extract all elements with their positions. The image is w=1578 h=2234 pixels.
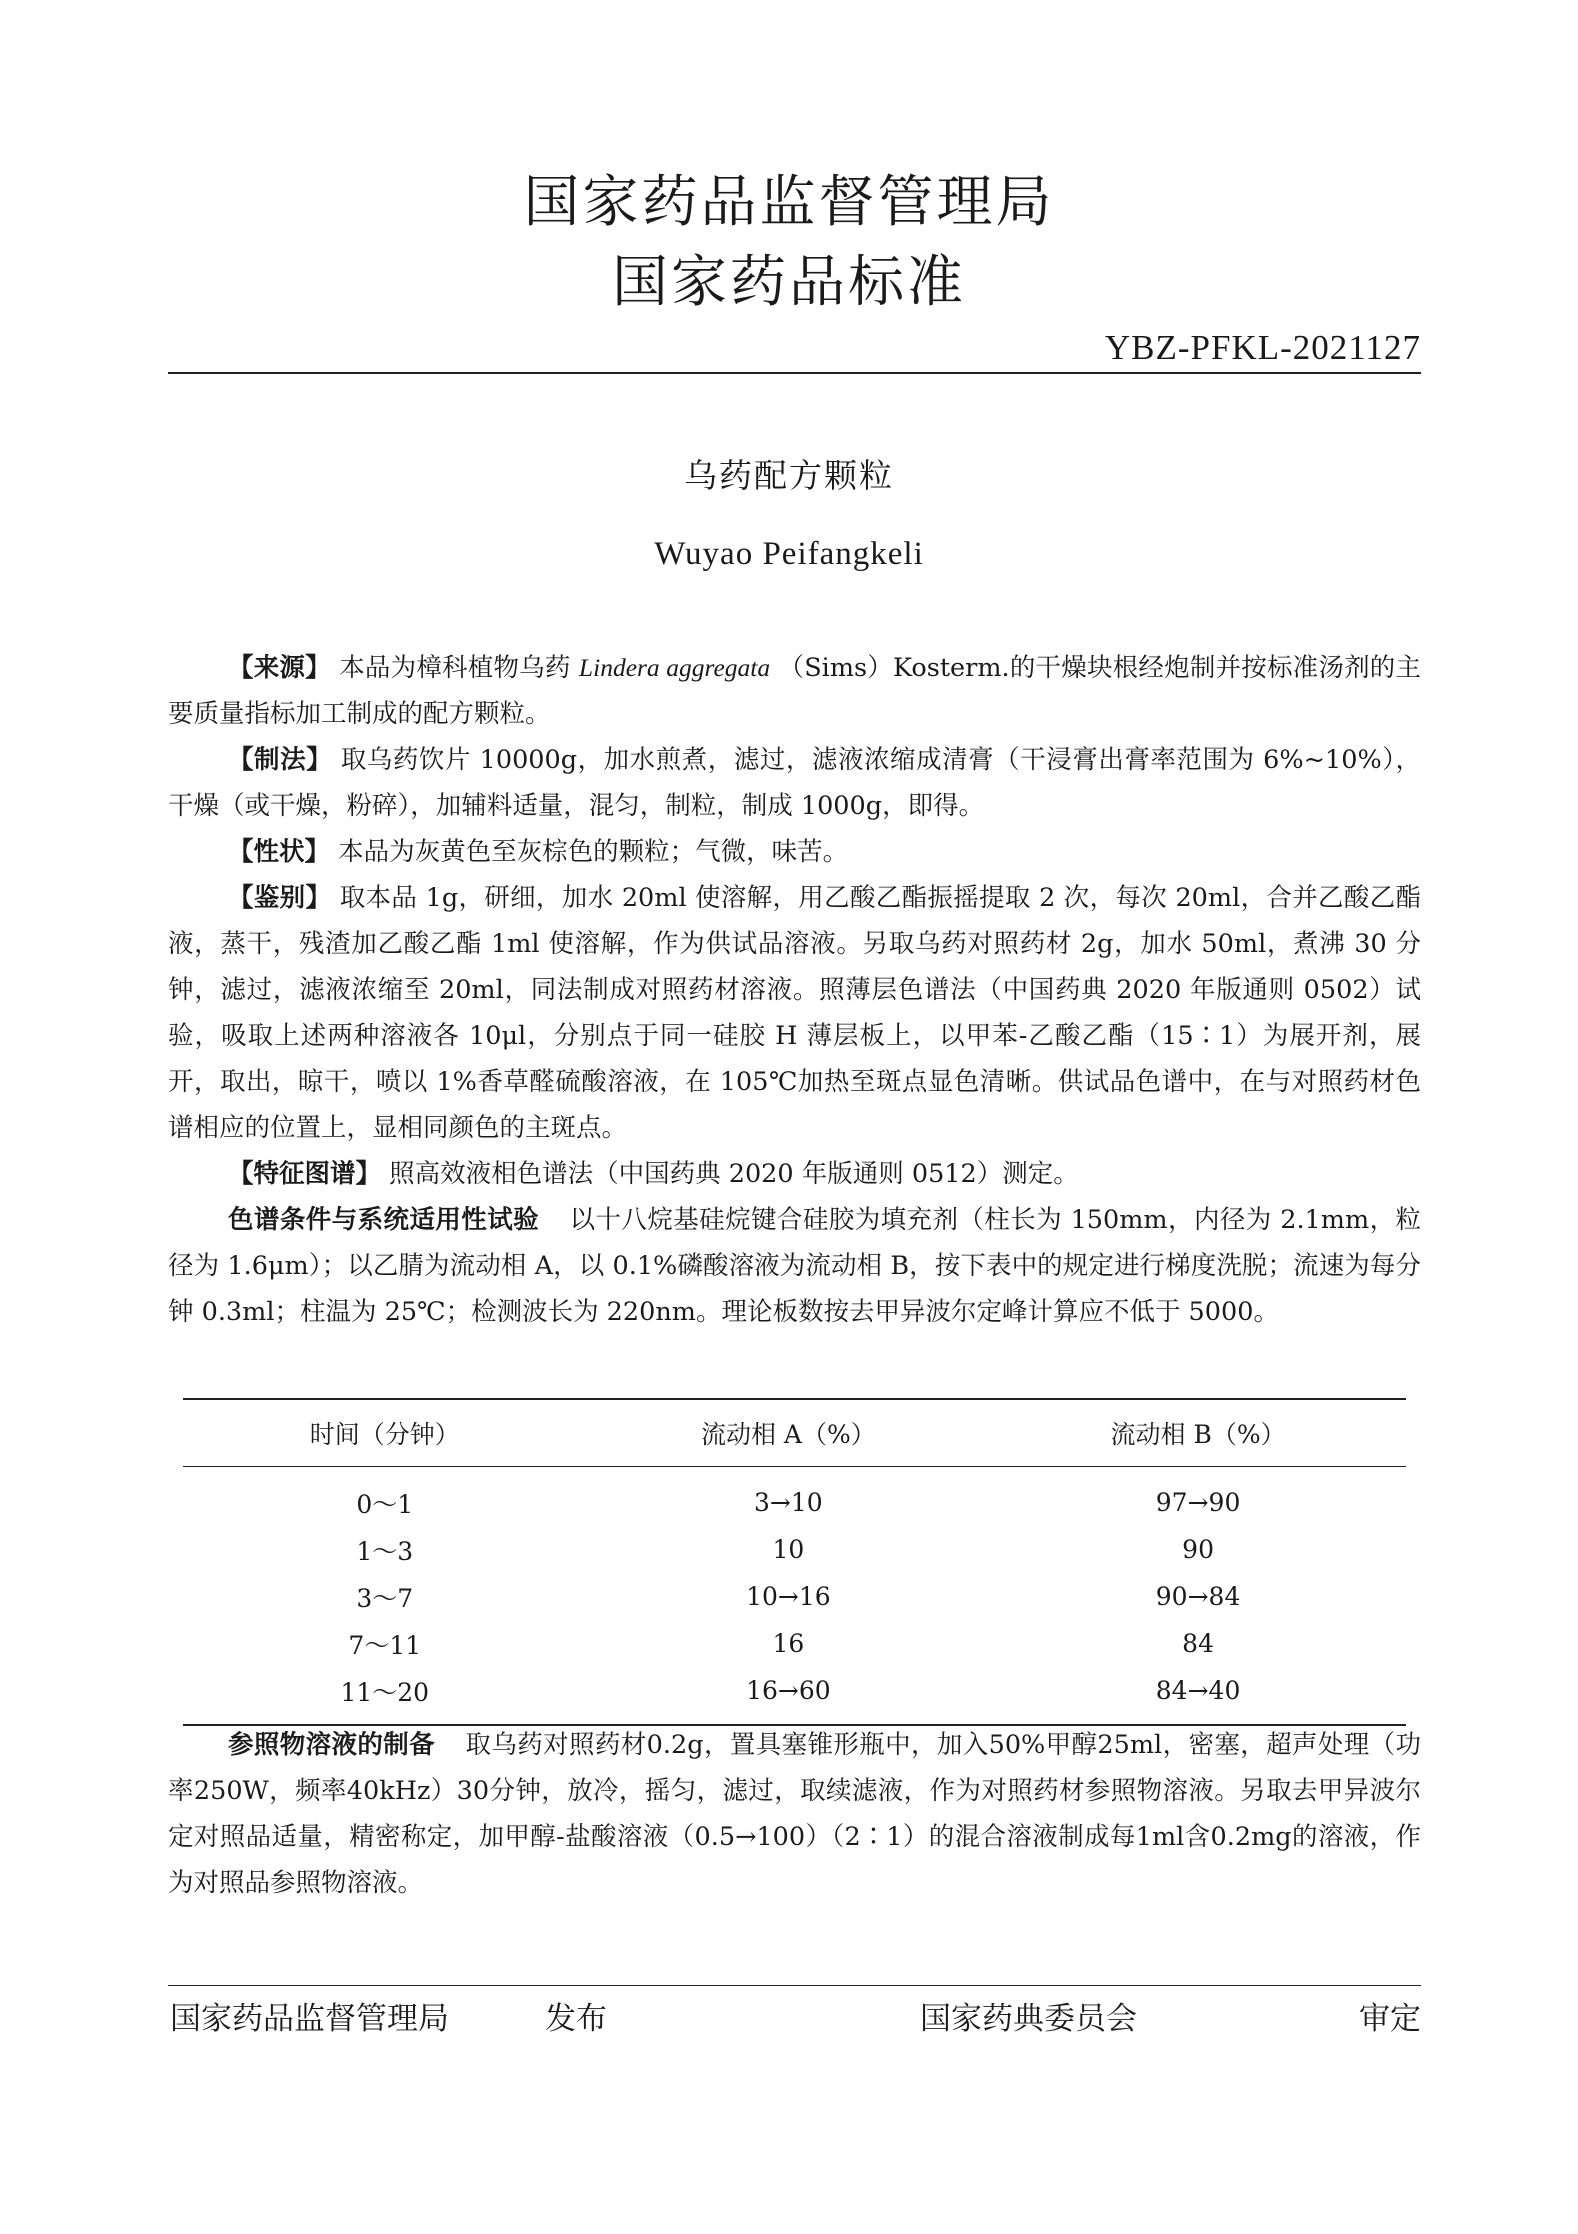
table-cell: 3→10 — [754, 1488, 823, 1517]
table-cell: 11～20 — [340, 1677, 430, 1707]
method-paragraph — [168, 737, 1421, 829]
reference-section — [168, 1722, 1421, 1906]
source-paragraph — [168, 645, 1421, 737]
header-divider — [168, 372, 1421, 374]
reference-solution-text: 取乌药对照药材0.2g，置具塞锥形瓶中，加入50%甲醇25ml，密塞，超声处理（功率250W，频率40kHz）30分钟，放冷，摇匀，滤过，取续滤液，作为对照药材参照物溶液。另取去甲异波尔定对照品适量，精密称定，加甲醇-盐酸溶液（0.5→100）（2∶1）的混合溶液制成每1ml含0.2mg的溶液，作为对照品参照物溶液。 — [168, 1730, 1421, 1898]
table-cell: 1～3 — [356, 1536, 414, 1566]
fingerprint-text: 照高效液相色谱法（中国药典 2020 年版通则 0512）测定。 — [389, 1159, 1079, 1189]
footer-issuer-action: 发布 — [545, 2001, 607, 2037]
footer-divider — [168, 1985, 1421, 1986]
table-row — [183, 1667, 1406, 1714]
table-row — [183, 1620, 1406, 1667]
table-cell: 0～1 — [356, 1489, 414, 1519]
footer-issuer: 国家药品监督管理局 — [170, 2001, 449, 2037]
standard-code: YBZ-PFKL-2021127 — [1104, 328, 1421, 367]
table-cell: 84→40 — [1155, 1676, 1241, 1705]
table-header-mobile-a: 流动相 A（%） — [587, 1399, 991, 1467]
fingerprint-paragraph — [168, 1151, 1421, 1197]
method-label: 【制法】 — [228, 745, 333, 775]
gradient-table — [183, 1398, 1406, 1726]
table-cell: 16 — [772, 1629, 805, 1658]
table-header-time: 时间（分钟） — [183, 1399, 587, 1467]
monograph-body — [168, 645, 1421, 1335]
footer-reviewer: 国家药典委员会 — [920, 2001, 1137, 2037]
chrom-conditions-label: 色谱条件与系统适用性试验 — [228, 1205, 540, 1235]
table-cell: 97→90 — [1155, 1488, 1241, 1517]
identification-paragraph — [168, 875, 1421, 1151]
source-text-before: 本品为樟科植物乌药 — [339, 653, 571, 683]
product-name-pinyin: Wuyao Peifangkeli — [654, 536, 924, 572]
table-cell: 7～11 — [348, 1630, 422, 1660]
reference-solution-label: 参照物溶液的制备 — [228, 1730, 436, 1760]
table-cell: 10 — [772, 1535, 805, 1564]
table-cell: 16→60 — [746, 1676, 831, 1705]
table-header-mobile-b: 流动相 B（%） — [990, 1399, 1406, 1467]
footer-reviewer-action: 审定 — [1359, 2001, 1421, 2037]
standard-title: 国家药品标准 — [612, 250, 966, 315]
table-row — [183, 1573, 1406, 1620]
product-name-chinese: 乌药配方颗粒 — [684, 456, 894, 495]
source-label: 【来源】 — [228, 653, 331, 683]
method-text: 取乌药饮片 10000g，加水煎煮，滤过，滤液浓缩成清膏（干浸膏出膏率范围为 6%~10%），干燥（或干燥，粉碎），加辅料适量，混匀，制粒，制成 1000g，即得。 — [168, 745, 1422, 821]
table-cell: 90 — [1182, 1535, 1214, 1564]
agency-title: 国家药品监督管理局 — [523, 170, 1055, 235]
identification-text: 取本品 1g，研细，加水 20ml 使溶解，用乙酸乙酯振摇提取 2 次，每次 20ml，合并乙酸乙酯液，蒸干，残渣加乙酸乙酯 1ml 使溶解，作为供试品溶液。另取乌药对照药材 2g，加水 50ml，煮沸 30 分钟，滤过，滤液浓缩至 20ml，同法制成对照药材溶液。照薄层色谱法（中国药典 2020 年版通则 0502）试验，吸取上述两种溶液各 10μl，分别点于同一硅胶 H 薄层板上，以甲苯-乙酸乙酯（15∶1）为展开剂，展开，取出，晾干，喷以 1%香草醛硫酸溶液，在 105℃加热至斑点显色清晰。供试品色谱中，在与对照药材色谱相应的位置上，显相同颜色的主斑点。 — [168, 883, 1421, 1143]
character-text: 本品为灰黄色至灰棕色的颗粒；气微，味苦。 — [338, 837, 849, 867]
source-latin-name: Lindera aggregata — [578, 653, 771, 682]
table-cell: 10→16 — [746, 1582, 831, 1611]
table-row — [183, 1526, 1406, 1573]
source-text-after: （Sims）Kosterm.的干燥块根经炮制并按标准汤剂的主要质量指标加工制成的配方颗粒。 — [168, 653, 1422, 729]
table-row — [183, 1479, 1406, 1526]
chrom-conditions-text: 以十八烷基硅烷键合硅胶为填充剂（柱长为 150mm，内径为 2.1mm，粒径为 1.6μm）；以乙腈为流动相 A，以 0.1%磷酸溶液为流动相 B，按下表中的规定进行梯度洗脱；流速为每分钟 0.3ml；柱温为 25℃；检测波长为 220nm。理论板数按去甲异波尔定峰计算应不低于 5000。 — [168, 1205, 1421, 1327]
fingerprint-label: 【特征图谱】 — [228, 1159, 382, 1189]
table-cell: 90→84 — [1155, 1582, 1241, 1611]
character-paragraph — [168, 829, 1421, 875]
reference-solution-paragraph — [168, 1722, 1421, 1906]
character-label: 【性状】 — [228, 837, 331, 867]
table-header-row — [183, 1399, 1406, 1467]
table-cell: 3～7 — [356, 1583, 414, 1613]
identification-label: 【鉴别】 — [228, 883, 332, 913]
table-cell: 84 — [1182, 1629, 1214, 1658]
chrom-conditions-paragraph — [168, 1197, 1421, 1335]
